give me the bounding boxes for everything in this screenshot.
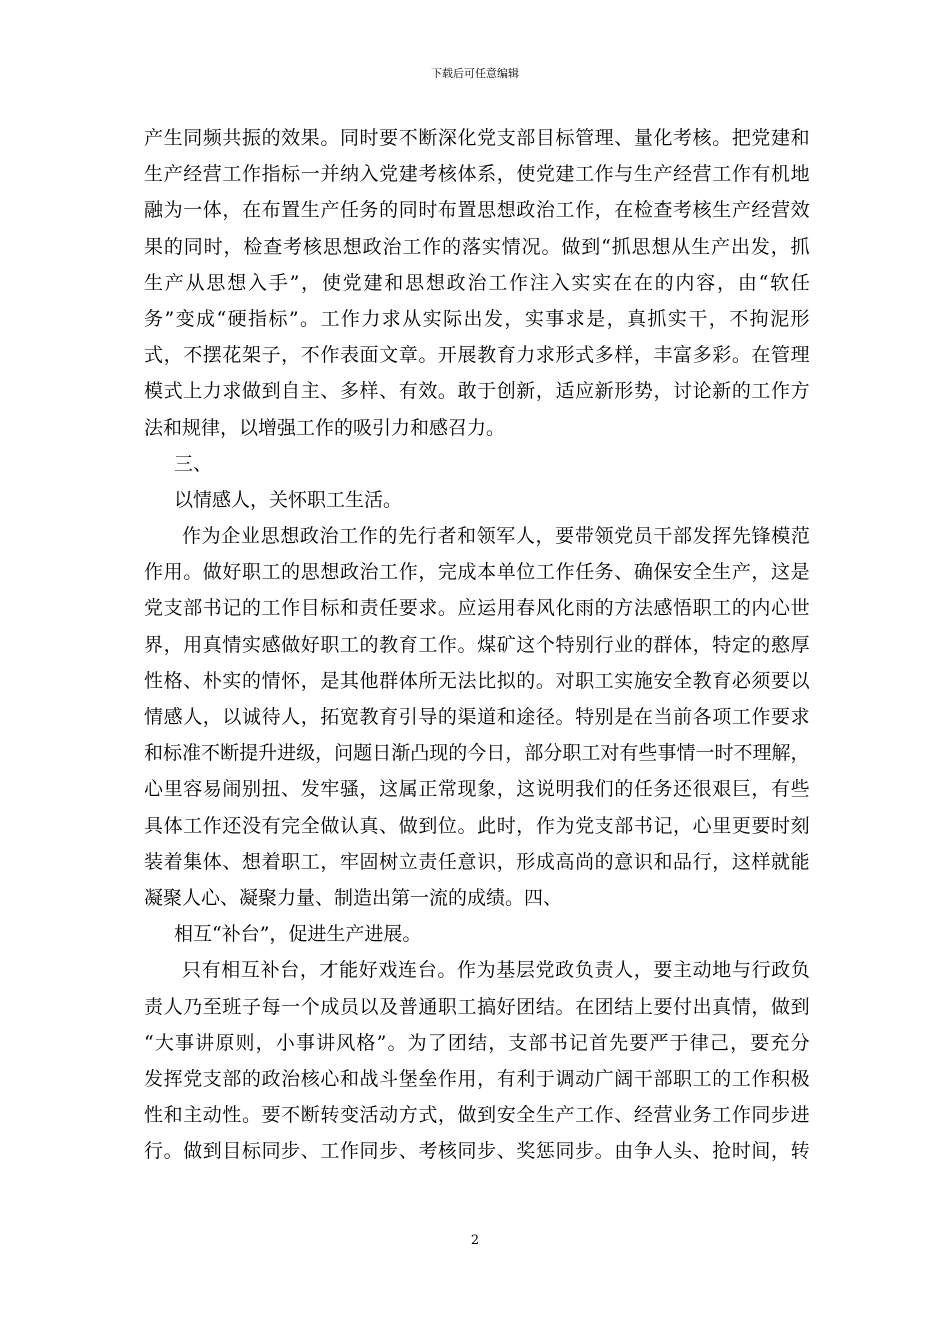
text-line: 生 产 经 营 工 作 指 标 一 并 纳 入 党 建 考 核 体 系 ， 使 党 建 工 作 与 生 产 经 营 工 作 有 机 地 xyxy=(144,163,810,186)
text-line: 三、 xyxy=(174,452,213,475)
text-line: 责 人 乃 至 班 子 每 一 个 成 员 以 及 普 通 职 工 搞 好 团 结 。 在 团 结 上 要 付 出 真 情 ， 做 到 xyxy=(144,995,810,1018)
page-header: 下载后可任意编辑 xyxy=(431,67,519,80)
text-line: 凝聚人心、凝聚力量、制造出第一流的成绩。四、 xyxy=(144,886,563,909)
page-number: 2 xyxy=(470,1233,480,1248)
text-line: 融 为 一 体 ， 在 布 置 生 产 任 务 的 同 时 布 置 思 想 政 治 工 作 ， 在 检 查 考 核 生 产 经 营 效 xyxy=(144,199,810,222)
document-body xyxy=(144,120,810,1169)
text-line: 生 产 从 思 想 入 手 ” ， 使 党 建 和 思 想 政 治 工 作 注 入 实 实 在 在 的 内 容 ， 由 “ 软 任 xyxy=(144,271,810,294)
text-line: 作 为 企 业 思 想 政 治 工 作 的 先 行 者 和 领 军 人 ， 要 带 领 党 员 干 部 发 挥 先 锋 模 范 xyxy=(182,525,810,548)
text-line: 务 ” 变 成 “ 硬 指 标 ” 。 工 作 力 求 从 实 际 出 发 ， 实 事 求 是 ， 真 抓 实 干 ， 不 拘 泥 形 xyxy=(144,307,810,330)
text-line: 作 用 。 做 好 职 工 的 思 想 政 治 工 作 ， 完 成 本 单 位 工 作 任 务 、 确 保 安 全 生 产 ， 这 是 xyxy=(144,561,810,584)
text-line: 具 体 工 作 还 没 有 完 全 做 认 真 、 做 到 位 。 此 时 ， 作 为 党 支 部 书 记 ， 心 里 更 要 时 刻 xyxy=(144,814,810,837)
text-line: 法和规律，以增强工作的吸引力和感召力。 xyxy=(144,416,506,439)
text-line: 产 生 同 频 共 振 的 效 果 。 同 时 要 不 断 深 化 党 支 部 目 标 管 理 、 量 化 考 核 。 把 党 建 和 xyxy=(144,127,810,149)
text-line: 心 里 容 易 闹 别 扭 、 发 牢 骚 ， 这 属 正 常 现 象 ， 这 说 明 我 们 的 任 务 还 很 艰 巨 ， 有 些 xyxy=(144,778,810,801)
text-line: 党 支 部 书 记 的 工 作 目 标 和 责 任 要 求 。 应 运 用 春 风 化 雨 的 方 法 感 悟 职 工 的 内 心 世 xyxy=(144,597,810,620)
text-line: 行 。 做 到 目 标 同 步 、 工 作 同 步 、 考 核 同 步 、 奖 惩 同 步 。 由 争 人 头 、 抢 时 间 ， 转 xyxy=(144,1140,810,1163)
text-line: 性 格 、 朴 实 的 情 怀 ， 是 其 他 群 体 所 无 法 比 拟 的 。 对 职 工 实 施 安 全 教 育 必 须 要 以 xyxy=(144,669,810,692)
text-line: 只 有 相 互 补 台 ， 才 能 好 戏 连 台 。 作 为 基 层 党 政 负 责 人 ， 要 主 动 地 与 行 政 负 xyxy=(182,959,810,982)
text-line: 模 式 上 力 求 做 到 自 主 、 多 样 、 有 效 。 敢 于 创 新 ， 适 应 新 形 势 ， 讨 论 新 的 工 作 方 xyxy=(144,380,810,403)
text-line: 装 着 集 体 、 想 着 职 工 ， 牢 固 树 立 责 任 意 识 ， 形 成 高 尚 的 意 识 和 品 行 ， 这 样 就 能 xyxy=(144,850,810,873)
text-line: 以情感人，关怀职工生活。 xyxy=(174,488,403,511)
text-line: 式 ， 不 摆 花 架 子 ， 不 作 表 面 文 章 。 开 展 教 育 力 求 形 式 多 样 ， 丰 富 多 彩 。 在 管 理 xyxy=(144,344,810,367)
text-line: 和 标 准 不 断 提 升 进 级 ， 问 题 日 渐 凸 现 的 今 日 ， 部 分 职 工 对 有 些 事 情 一 时 不 理 解 ， xyxy=(144,742,810,765)
text-line: 情 感 人 ， 以 诚 待 人 ， 拓 宽 教 育 引 导 的 渠 道 和 途 径 。 特 别 是 在 当 前 各 项 工 作 要 求 xyxy=(144,706,810,728)
text-line: 性 和 主 动 性 。 要 不 断 转 变 活 动 方 式 ， 做 到 安 全 生 产 工 作 、 经 营 业 务 工 作 同 步 进 xyxy=(144,1104,810,1127)
text-line: 相互“补台”，促进生产进展。 xyxy=(174,923,422,946)
text-line: 发 挥 党 支 部 的 政 治 核 心 和 战 斗 堡 垒 作 用 ， 有 利 于 调 动 广 阔 干 部 职 工 的 工 作 积 极 xyxy=(144,1067,810,1090)
text-line: 界 ， 用 真 情 实 感 做 好 职 工 的 教 育 工 作 。 煤 矿 这 个 特 别 行 业 的 群 体 ， 特 定 的 憨 厚 xyxy=(144,633,810,656)
text-line: 果 的 同 时 ， 检 查 考 核 思 想 政 治 工 作 的 落 实 情 况 。 做 到 “ 抓 思 想 从 生 产 出 发 ， 抓 xyxy=(144,235,810,258)
text-line: “ 大 事 讲 原 则 ， 小 事 讲 风 格 ” 。 为 了 团 结 ， 支 部 书 记 首 先 要 严 于 律 己 ， 要 充 分 xyxy=(144,1031,810,1054)
